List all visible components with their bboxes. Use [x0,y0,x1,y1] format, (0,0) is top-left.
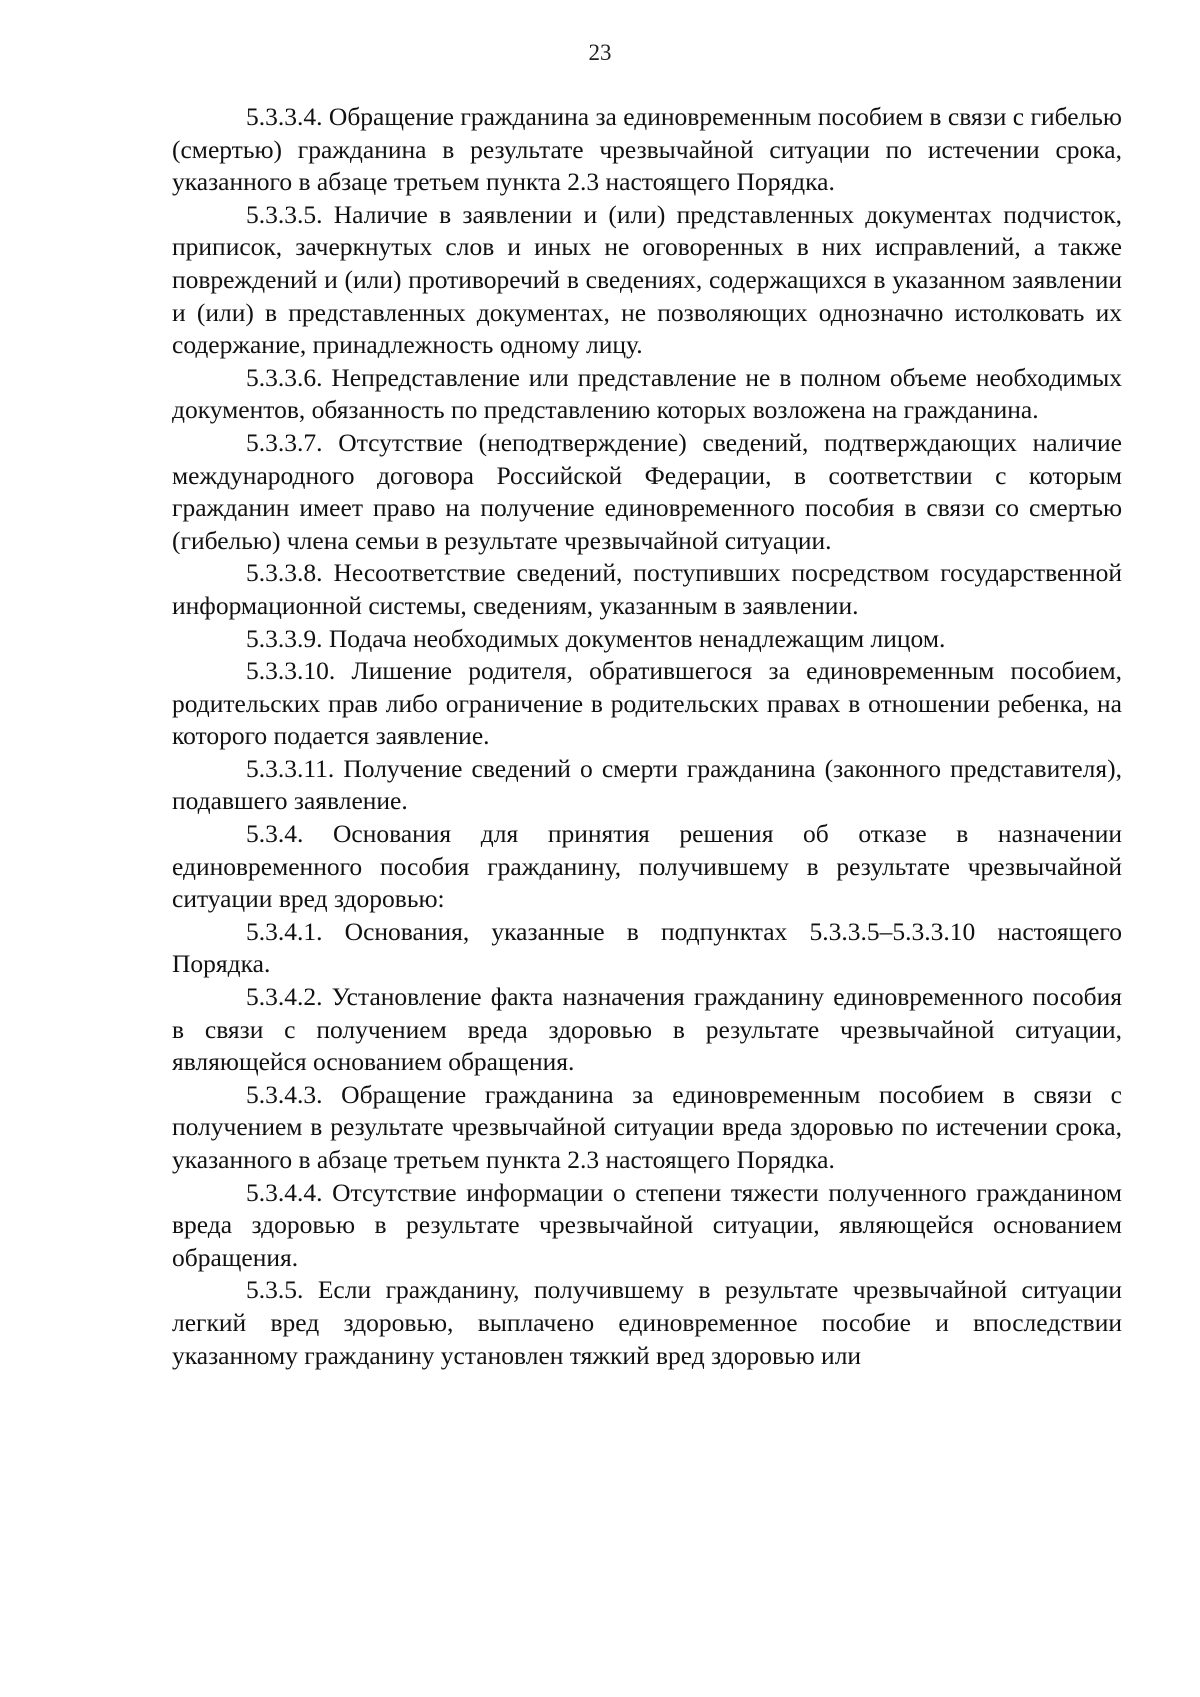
paragraph-5-3-3-8: 5.3.3.8. Несоответствие сведений, поступивших посредством государственной информационной системы, сведениям, указанным в заявлении. [172,558,1122,620]
paragraph-5-3-4-1: 5.3.4.1. Основания, указанные в подпунктах 5.3.3.5–5.3.3.10 настоящего Порядка. [172,916,1122,979]
paragraph-5-3-3-10: 5.3.3.10. Лишение родителя, обратившегося за единовременным пособием, родительских прав либо ограничение в родительских правах в отношении ребенка, на которого подается заявление. [172,656,1122,751]
paragraph-5-3-4-2: 5.3.4.2. Установление факта назначения гражданину единовременного пособия в связи с получением вреда здоровью в результате чрезвычайной ситуации, являющейся основанием обращения. [172,982,1122,1077]
page-number: 23 [588,40,612,65]
paragraph-5-3-4: 5.3.4. Основания для принятия решения об отказе в назначении единовременного пособия гражданину, получившему в результате чрезвычайной ситуации вред здоровью: [172,819,1122,914]
paragraph-5-3-5: 5.3.5. Если гражданину, получившему в результате чрезвычайной ситуации легкий вред здоровью, выплачено единовременное пособие и впоследствии указанному гражданину установлен тяжкий вред здоровью или [172,1275,1122,1370]
paragraph-5-3-3-4: 5.3.3.4. Обращение гражданина за единовременным пособием в связи с гибелью (смертью) гражданина в результате чрезвычайной ситуации по истечении срока, указанного в абзаце третьем пункта 2.3 настоящего Порядка. [172,102,1122,197]
paragraph-5-3-3-5: 5.3.3.5. Наличие в заявлении и (или) представленных документах подчисток, приписок, зачеркнутых слов и иных не оговоренных в них исправлений, а также повреждений и (или) противоречий в сведениях, содержащихся в указанном заявлении и (или) в представленных документах, не позволяющих однозначно истолковать их содержание, принадлежность одному лицу. [172,199,1122,360]
paragraph-5-3-4-3: 5.3.4.3. Обращение гражданина за единовременным пособием в связи с получением в результате чрезвычайной ситуации вреда здоровью по истечении срока, указанного в абзаце третьем пункта 2.3 настоящего Порядка. [172,1079,1122,1174]
paragraph-5-3-3-9: 5.3.3.9. Подача необходимых документов ненадлежащим лицом. [246,623,946,653]
paragraph-5-3-3-6: 5.3.3.6. Непредставление или представление не в полном объеме необходимых документов, обязанность по представлению которых возложена на гражданина. [172,362,1122,425]
paragraph-5-3-4-4: 5.3.4.4. Отсутствие информации о степени тяжести полученного гражданином вреда здоровью в результате чрезвычайной ситуации, являющейся основанием обращения. [172,1177,1122,1272]
paragraph-5-3-3-7: 5.3.3.7. Отсутствие (неподтверждение) сведений, подтверждающих наличие международного договора Российской Федерации, в соответствии с которым гражданин имеет право на получение единовременного пособия в связи со смертью (гибелью) члена семьи в результате чрезвычайной ситуации. [172,427,1122,555]
paragraph-5-3-3-11: 5.3.3.11. Получение сведений о смерти гражданина (законного представителя), подавшего заявление. [172,753,1122,816]
document-body [172,101,1122,1372]
